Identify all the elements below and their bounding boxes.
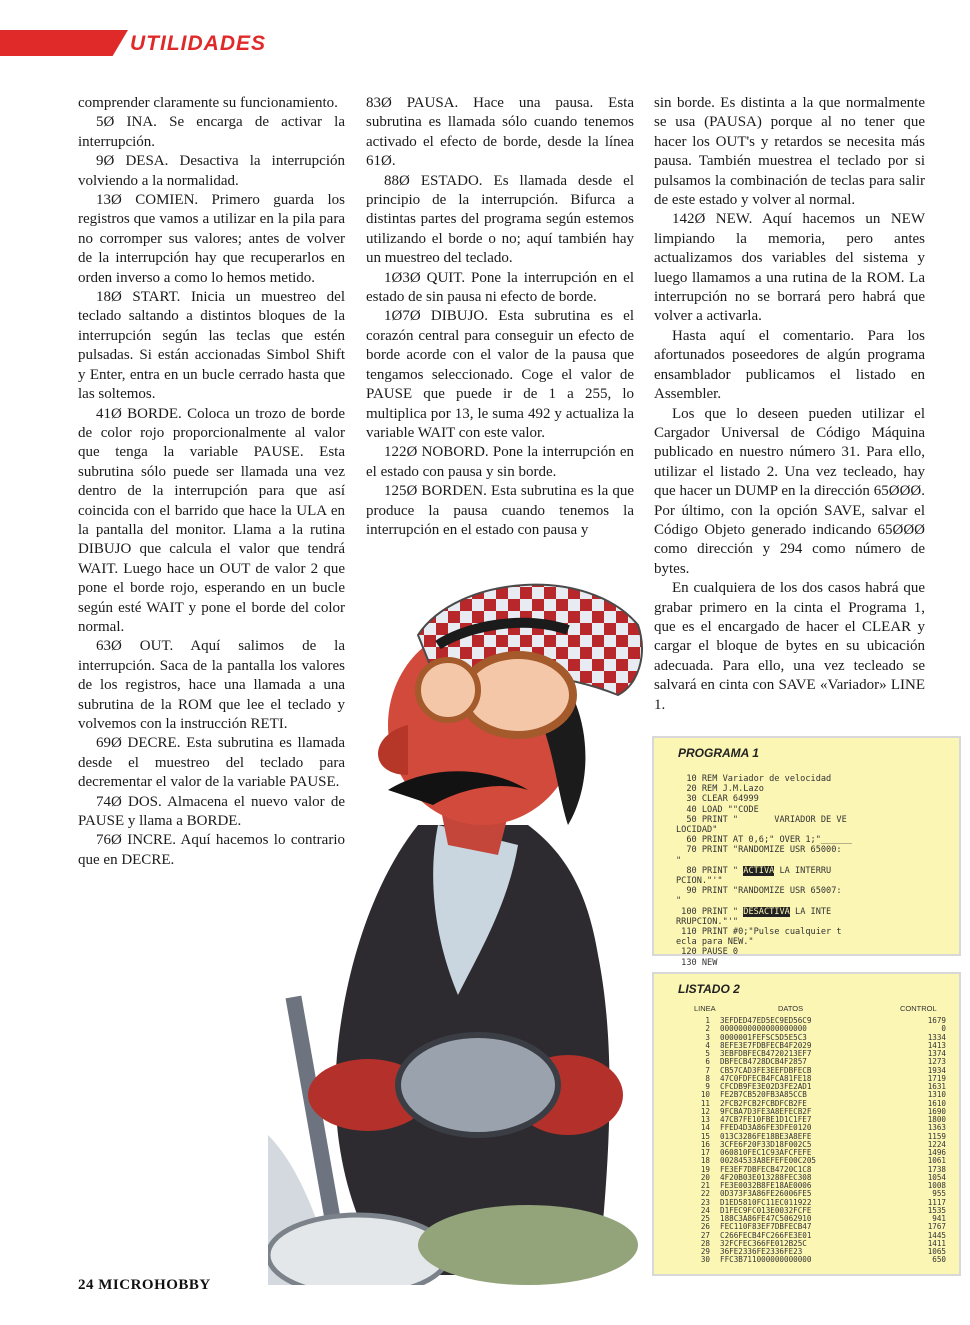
paragraph: 13Ø COMIEN. Primero guarda los registros que vamos a utilizar en la pila para no corromper sus valores; antes de volver de la interrupción hay que recuperarlos en orden inverso a como lo hemos metido.	[78, 192, 345, 286]
checksum-cell: 1934	[927, 1065, 946, 1075]
code-line	[676, 907, 946, 917]
hex-data-cell: FEC110F83EF7DBFECB47	[720, 1222, 812, 1232]
line-number-cell: 6	[705, 1057, 710, 1067]
checksum-cell: 1117	[927, 1197, 946, 1207]
section-title: UTILIDADES	[130, 32, 266, 55]
hex-data-cell: 0000001FEFSC5D5E5C3	[720, 1032, 807, 1042]
line-number-cell: 30	[700, 1255, 710, 1265]
hex-data-cell: 2FCB2FCB2FCBDFCB2FE	[720, 1098, 807, 1108]
checksum-cell: 1610	[927, 1098, 946, 1108]
paragraph: 1Ø7Ø DIBUJO. Esta subrutina es el corazón central para conseguir un efecto de borde acorde con el valor de la pausa que tengamos seleccionado. Coge el valor de PAUSE que puede ir de 1 a 255, lo multiplica por 13, le suma 492 y actualiza la variable WAIT con este valor.	[366, 308, 634, 441]
hex-data-cell: 47CB7FE10FBE1D1C1FE7	[720, 1115, 812, 1124]
hex-data-cell: 3EFDED47ED5EC9ED56C9	[720, 1016, 812, 1025]
line-number-cell: 14	[700, 1123, 710, 1133]
paragraph: 5Ø INA. Se encarga de activar la interrupción.	[78, 114, 345, 150]
inverse-video-text: ACTIVA	[743, 865, 775, 876]
checksum-cell: 1767	[927, 1222, 946, 1232]
paragraph: sin borde. Es distinta a la que normalmente se usa (PAUSA) porque al no tener que hacer los OUT's y retardos se necesita más pausa. También muestrea el teclado por si pulsamos la combinación de teclas para salir de este estado y volver al normal.	[654, 95, 925, 209]
line-number-cell: 26	[700, 1222, 710, 1232]
checksum-cell: 1224	[927, 1139, 946, 1149]
paragraph: 76Ø INCRE. Aquí hacemos lo contrario que en DECRE.	[78, 832, 345, 868]
code-line: ecla para NEW."	[676, 937, 754, 948]
paragraph: 74Ø DOS. Almacena el nuevo valor de PAUSE y llama a BORDE.	[78, 793, 345, 830]
checksum-cell: 1065	[927, 1247, 946, 1256]
code-line: 50 PRINT " VARIADOR DE VE	[676, 814, 847, 825]
line-number-cell: 21	[700, 1181, 710, 1190]
line-number-cell: 8	[705, 1073, 710, 1083]
hex-data-cell: 0000000000000000000	[720, 1024, 807, 1034]
hex-data-cell: FE3E0032B8FE18AE0006	[720, 1181, 812, 1190]
code-text: LA INTE	[789, 906, 832, 917]
hex-data-cell: 9FCBA7D3FE3A8EFECB2F	[720, 1106, 812, 1116]
checksum-cell: 1310	[927, 1090, 946, 1100]
column-header-control: CONTROL	[900, 1004, 937, 1013]
programa-1-title: PROGRAMA 1	[678, 746, 759, 760]
hex-data-cell: 47C0FDFECB4FCA81FE18	[720, 1073, 812, 1083]
line-number-cell: 19	[700, 1164, 710, 1174]
programa-1-listing	[652, 736, 961, 968]
line-number-cell: 7	[705, 1065, 710, 1075]
column-header-linea: LINEA	[694, 1004, 716, 1013]
code-line: LOCIDAD"	[676, 825, 718, 836]
listado-2-listing	[652, 972, 961, 1276]
code-line: PCION."'"	[676, 876, 723, 887]
checksum-cell: 0	[941, 1024, 946, 1034]
line-number-cell: 15	[700, 1131, 710, 1141]
line-number-cell: 29	[700, 1247, 710, 1256]
checksum-cell: 1445	[927, 1230, 946, 1240]
checksum-cell: 1719	[927, 1073, 946, 1083]
checksum-cell: 941	[932, 1214, 946, 1223]
checksum-cell: 955	[932, 1189, 946, 1199]
paragraph: 18Ø START. Inicia un muestreo del teclado saltando a distintos bloques de la interrupción según las teclas que estén pulsadas. Si están accionadas Simbol Shift y Enter, entra en un bucle cerrado hasta que las soltemos.	[78, 289, 345, 403]
header-accent-bar	[0, 30, 128, 56]
hex-data-cell: 3EBFDBFECB4720213EF7	[720, 1049, 812, 1058]
code-text: 80 PRINT "	[676, 865, 744, 876]
paragraph: comprender claramente su funcionamiento.	[78, 95, 338, 111]
line-number-cell: 18	[700, 1156, 710, 1166]
hex-data-cell: 32FCFEC366FE012B25C	[720, 1238, 807, 1248]
code-line	[676, 866, 946, 876]
paragraph: 9Ø DESA. Desactiva la interrupción volviendo a la normalidad.	[78, 153, 345, 189]
checksum-cell: 1535	[927, 1205, 946, 1215]
checksum-cell: 1159	[927, 1131, 946, 1141]
checksum-cell: 1008	[927, 1181, 946, 1190]
hex-data-cell: D1FEC9FC013E0032FCFE	[720, 1205, 812, 1215]
code-text: LA INTERRU	[774, 865, 832, 876]
paragraph: 122Ø NOBORD. Pone la interrupción en el estado con pausa y sin borde.	[366, 444, 634, 480]
code-line: 20 REM J.M.Lazo	[676, 784, 764, 795]
checksum-cell: 1413	[927, 1040, 946, 1050]
text-column-3	[654, 94, 925, 715]
hex-data-cell: CB57CAD3FE3EEFDBFECB	[720, 1065, 812, 1075]
code-line: 70 PRINT "RANDOMIZE USR 65000:	[676, 845, 842, 856]
line-number-cell: 10	[700, 1090, 710, 1100]
hex-data-cell: 013C3286FE18BE3A8EFE	[720, 1131, 812, 1141]
line-number-cell: 12	[700, 1106, 710, 1116]
checksum-cell: 1054	[927, 1172, 946, 1182]
hex-data-cell: 36FE2336FE2336FE23	[720, 1247, 803, 1256]
line-number-cell: 13	[700, 1115, 710, 1124]
checksum-cell: 1374	[927, 1049, 946, 1058]
paragraph: 88Ø ESTADO. Es llamada desde el principio de la interrupción. Bifurca a distintas partes del programa según estemos utilizando el borde o no; aquí también hay un muestreo del teclado.	[366, 172, 634, 267]
checksum-cell: 1363	[927, 1123, 946, 1133]
checksum-cell: 650	[932, 1255, 946, 1265]
code-line: "	[676, 855, 682, 866]
line-number-cell: 20	[700, 1172, 710, 1182]
checksum-cell: 1334	[927, 1032, 946, 1042]
paragraph: Hasta aquí el comentario. Para los afortunados poseedores de algún programa ensamblador publicamos el listado en Assembler.	[654, 327, 925, 403]
motorcyclist-illustration	[268, 575, 658, 1285]
hex-data-cell: FE3EF7DBFECB4720C1C8	[720, 1164, 812, 1174]
hex-data-cell: 8EFE3E7FDBFECB4F2029	[720, 1040, 812, 1050]
code-text: 100 PRINT "	[676, 906, 744, 917]
paragraph: Los que lo deseen pueden utilizar el Cargador Universal de Código Máquina publicado en nuestro número 31. Para ello, utilizar el listado 2. Una vez tecleado, hay que hacer un DUMP en la dirección 65ØØØ. Por último, con la opción SAVE, salvar el Código Objeto generado indicando 65ØØØ como dirección y 294 como número de bytes.	[654, 405, 925, 577]
paragraph: 142Ø NEW. Aquí hacemos un NEW limpiando la memoria, pero antes actualizamos dos variables del sistema y luego llamamos a una rutina de la ROM. La interrupción no se borrará pero habrá que volver a activarla.	[654, 211, 925, 325]
paragraph: 69Ø DECRE. Esta subrutina es llamada desde el muestreo del teclado para decrementar el valor de la variable PAUSE.	[78, 735, 345, 791]
line-number-cell: 9	[705, 1082, 710, 1091]
hex-data-cell: FFC3B711000000000000	[720, 1255, 812, 1265]
hex-data-cell: CFCDB9FE3E02D3FE2AD1	[720, 1082, 812, 1091]
line-number-cell: 27	[700, 1230, 710, 1240]
code-line: 60 PRINT AT 0,6;" OVER 1;"______	[676, 835, 852, 846]
paragraph: 125Ø BORDEN. Esta subrutina es la que produce la pausa cuando tenemos la interrupción en el estado con pausa y	[366, 483, 634, 538]
hex-data-cell: C266FECB4FC266FE3E01	[720, 1230, 812, 1240]
line-number-cell: 2	[705, 1024, 710, 1034]
line-number-cell: 4	[705, 1040, 710, 1050]
hex-data-cell: FE2B7CB520FB3A85CCB	[720, 1090, 807, 1100]
hex-data-rows	[690, 1017, 946, 1265]
checksum-cell: 1631	[927, 1082, 946, 1091]
checksum-cell: 1800	[927, 1115, 946, 1124]
code-line: 30 CLEAR 64999	[676, 794, 759, 805]
hex-data-cell: D1ED5810FC11EC011922	[720, 1197, 812, 1207]
paragraph: 41Ø BORDE. Coloca un trozo de borde de color rojo proporcionalmente al valor que tenga la variable PAUSE. Esta subrutina sólo puede ser llamada una vez dentro de la interrupción para que así coincida con el barrido que hace la ULA en la pantalla del monitor. Llama a la rutina DIBUJO que calcula el valor que tendrá WAIT. Luego hace un OUT de valor 2 que pone el borde rojo, esperando en un bucle según esté WAIT y pone el borde del color normal.	[78, 405, 345, 635]
checksum-cell: 1738	[927, 1164, 946, 1174]
line-number-cell: 17	[700, 1148, 710, 1157]
hex-data-cell: 0D373F3A86FE26006FE5	[720, 1189, 812, 1199]
hex-data-cell: 060810FEC1C93AFCFEFE	[720, 1148, 812, 1157]
page-footer: 24 MICROHOBBY	[78, 1277, 211, 1293]
hex-data-cell: 4F20B03E013288FEC308	[720, 1172, 812, 1182]
checksum-cell: 1496	[927, 1148, 946, 1157]
inverse-video-text: DESACTIVA	[743, 906, 790, 917]
line-number-cell: 22	[700, 1189, 710, 1199]
line-number-cell: 28	[700, 1238, 710, 1248]
text-column-2	[366, 94, 634, 540]
checksum-cell: 1679	[927, 1016, 946, 1025]
checksum-cell: 1273	[927, 1057, 946, 1067]
hex-data-cell: DBFECB4728DCB4F2857	[720, 1057, 807, 1067]
code-line: 90 PRINT "RANDOMIZE USR 65007:	[676, 886, 842, 897]
basic-code	[676, 774, 946, 968]
listado-2-title: LISTADO 2	[678, 982, 740, 996]
checksum-cell: 1061	[927, 1156, 946, 1166]
paragraph: 1Ø3Ø QUIT. Pone la interrupción en el estado de sin pausa ni efecto de borde.	[366, 269, 634, 306]
checksum-cell: 1690	[927, 1106, 946, 1116]
line-number-cell: 5	[705, 1049, 710, 1058]
code-line: 120 PAUSE 0	[676, 947, 739, 958]
column-header-datos: DATOS	[778, 1004, 804, 1013]
paragraph: 83Ø PAUSA. Hace una pausa. Esta subrutina es llamada sólo cuando tenemos activado el efecto de borde, desde la línea 61Ø.	[366, 95, 634, 170]
code-line: 10 REM Variador de velocidad	[676, 774, 832, 784]
line-number-cell: 25	[700, 1214, 710, 1223]
table-row	[690, 1256, 946, 1264]
code-line: 40 LOAD ""CODE	[676, 804, 759, 815]
line-number-cell: 11	[700, 1098, 710, 1108]
line-number-cell: 1	[705, 1016, 710, 1025]
paragraph: En cualquiera de los dos casos habrá que grabar primero en la cinta el Programa 1, que es el encargado de hacer el CLEAR y cargar el bloque de bytes en su ubicación adecuada. Para ello, una vez tecleado se salvará en cinta con SAVE «Variador» LINE 1.	[654, 580, 925, 713]
code-line: "	[676, 896, 682, 907]
hex-data-cell: 00284533A8EFEFE00C205	[720, 1156, 817, 1166]
line-number-cell: 16	[700, 1139, 710, 1149]
hex-data-cell: 188C3A86FE47C5062910	[720, 1214, 812, 1223]
line-number-cell: 3	[705, 1032, 710, 1042]
line-number-cell: 24	[700, 1205, 710, 1215]
code-line: 130 NEW	[676, 957, 718, 968]
code-line: 110 PRINT #0;"Pulse cualquier t	[676, 927, 842, 938]
hex-data-cell: 3CFE6F20F33D18F002C5	[720, 1139, 812, 1149]
line-number-cell: 23	[700, 1197, 710, 1207]
hex-data-cell: FFED4D3A86FE3DFE0120	[720, 1123, 812, 1133]
paragraph: 63Ø OUT. Aquí salimos de la interrupción. Saca de la pantalla los valores de los registros, hace una llamada a una subrutina de la ROM que lee el teclado y volvemos con la instrucción RETI.	[78, 638, 345, 732]
checksum-cell: 1411	[927, 1238, 946, 1248]
code-line: RRUPCION."'"	[676, 916, 739, 927]
